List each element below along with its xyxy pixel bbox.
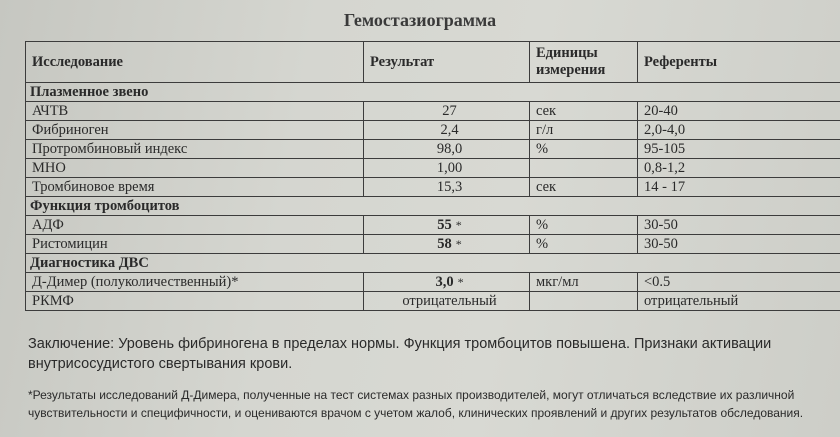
result-value: 2,4 [440,121,459,138]
table-header-row [26,42,840,83]
results-table [25,41,840,311]
section-row [26,254,840,273]
abnormal-flag-icon: * [455,217,462,232]
test-reference: 2,0-4,0 [638,121,840,140]
test-name: Протромбиновый индекс [26,140,364,159]
test-result [364,121,530,140]
test-unit: сек [530,102,638,121]
header-units-line2: измерения [536,62,606,78]
test-unit: % [530,216,638,235]
table-row [26,121,840,140]
test-result [364,178,530,197]
test-reference: 30-50 [638,216,840,235]
test-unit: г/л [530,121,638,140]
result-value: 3,0 [435,273,454,290]
test-result [364,102,530,121]
abnormal-flag-icon: * [457,274,464,289]
test-result [364,159,530,178]
report-title: Гемостазиограмма [343,10,497,30]
test-name: РКМФ [26,292,364,311]
test-reference: <0.5 [638,273,840,292]
table-row [26,235,840,254]
header-units-line1: Единицы [536,45,598,61]
test-result [364,273,530,292]
test-reference: отрицательный [638,292,840,311]
test-unit [530,159,638,178]
test-result [364,235,530,254]
test-reference: 30-50 [638,235,840,254]
test-result [364,292,530,311]
table-row [26,292,840,311]
test-name: МНО [26,159,364,178]
test-result [364,140,530,159]
result-value: 98,0 [436,140,463,157]
test-name: Ристомицин [26,235,364,254]
section-label: Диагностика ДВС [26,254,840,273]
abnormal-flag-icon: * [455,236,462,251]
test-reference: 14 - 17 [638,178,840,197]
test-unit: мкг/мл [530,273,638,292]
test-unit [530,292,638,311]
result-value: отрицательный [402,292,497,309]
test-unit: сек [530,178,638,197]
table-row [26,178,840,197]
table-row [26,140,840,159]
test-name: АЧТВ [26,102,364,121]
conclusion-text: Заключение: Уровень фибриногена в пределах нормы. Функция тромбоцитов повышена. Признаки активации внутрисосудистого свертывания крови. [28,336,772,372]
table-row [26,273,840,292]
test-name: Д-Димер (полуколичественный)* [26,273,364,292]
table-row [26,102,840,121]
result-value: 27 [442,102,457,119]
test-name: АДФ [26,216,364,235]
footnote-text: *Результаты исследований Д-Димера, полученные на тест системах разных производителей, могут отличаться вследствие их различной чувствительности и специфичности, и оцениваются врачом с учетом жалоб, клинических проявлений и других результатов обследования. [28,388,804,420]
table-row [26,216,840,235]
result-value: 58 [437,235,452,252]
section-label: Плазменное звено [26,83,840,102]
test-reference: 95-105 [638,140,840,159]
result-value: 1,00 [436,159,463,176]
results-body [26,83,840,311]
test-reference: 0,8-1,2 [638,159,840,178]
result-value: 15,3 [436,178,463,195]
table-row [26,159,840,178]
header-test: Исследование [26,42,364,83]
test-unit: % [530,235,638,254]
header-units [530,42,638,83]
test-result [364,216,530,235]
section-row [26,197,840,216]
test-unit: % [530,140,638,159]
result-value: 55 [437,216,452,233]
section-label: Функция тромбоцитов [26,197,840,216]
header-result: Результат [364,42,530,83]
header-reference: Референты [638,42,840,83]
test-name: Фибриноген [26,121,364,140]
section-row [26,83,840,102]
test-reference: 20-40 [638,102,840,121]
test-name: Тромбиновое время [26,178,364,197]
